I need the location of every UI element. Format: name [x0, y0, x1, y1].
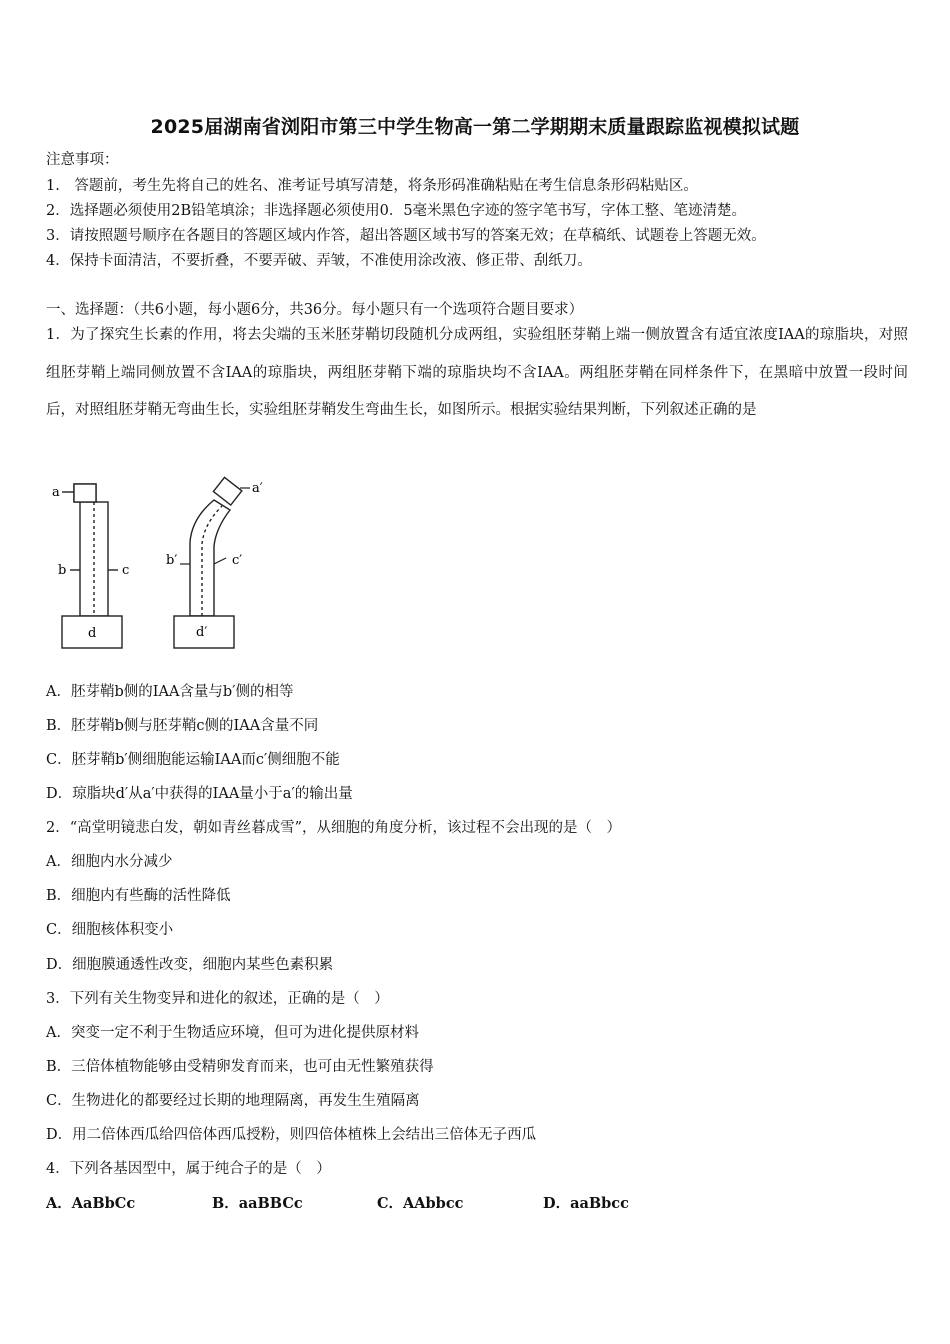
notice-item: 2．选择题必须使用2B铅笔填涂；非选择题必须使用0．5毫米黑色字迹的签字笔书写，字体工整、笔迹清楚。 [46, 203, 747, 219]
question-3-stem: 3．下列有关生物变异和进化的叙述，正确的是（ ） [46, 991, 389, 1007]
label-b-prime: b′ [166, 553, 178, 568]
label-a-prime: a′ [252, 481, 263, 496]
q4-option-a: A．AaBbCc [46, 1195, 136, 1212]
q1-option-c: C．胚芽鞘b′侧细胞能运输IAA而c′侧细胞不能 [46, 752, 340, 768]
notice-item: 4．保持卡面清洁，不要折叠，不要弄破、弄皱，不准使用涂改液、修正带、刮纸刀。 [46, 253, 592, 269]
q4-option-c: C．AAbbcc [377, 1195, 464, 1212]
q1-option-b: B．胚芽鞘b侧与胚芽鞘c侧的IAA含量不同 [46, 718, 319, 734]
coleoptile-figure [44, 472, 294, 652]
q2-option-b: B．细胞内有些酶的活性降低 [46, 888, 231, 904]
q2-option-a: A．细胞内水分减少 [46, 854, 173, 870]
question-2-stem: 2．“高堂明镜悲白发，朝如青丝暮成雪”，从细胞的角度分析，该过程不会出现的是（ ） [46, 820, 622, 836]
q3-option-d: D．用二倍体西瓜给四倍体西瓜授粉，则四倍体植株上会结出三倍体无子西瓜 [46, 1127, 537, 1143]
q2-option-c: C．细胞核体积变小 [46, 922, 174, 938]
label-a: a [52, 485, 60, 500]
label-d: d [88, 626, 97, 641]
q1-option-d: D．琼脂块d′从a′中获得的IAA量小于a′的输出量 [46, 786, 353, 802]
control-coleoptile [62, 484, 122, 648]
notice-heading: 注意事项： [46, 152, 119, 168]
question-1-stem: 1．为了探究生长素的作用，将去尖端的玉米胚芽鞘切段随机分成两组，实验组胚芽鞘上端一侧放置含有适宜浓度IAA的琼脂块，对照组胚芽鞘上端同侧放置不含IAA的琼脂块，两组胚芽鞘下端的琼脂块均不含IAA。两组胚芽鞘在同样条件下，在黑暗中放置一段时间后，对照组胚芽鞘无弯曲生长，实验组胚芽鞘发生弯曲生长，如图所示。根据实验结果判断，下列叙述正确的是 [46, 327, 908, 418]
q4-option-d: D．aaBbcc [543, 1195, 629, 1212]
label-d-prime: d′ [196, 625, 208, 640]
label-c-prime: c′ [232, 553, 243, 568]
q3-option-c: C．生物进化的都要经过长期的地理隔离，再发生生殖隔离 [46, 1093, 420, 1109]
notice-item: 1. 答题前，考生先将自己的姓名、准考证号填写清楚，将条形码准确粘贴在考生信息条形码粘贴区。 [46, 178, 698, 194]
q3-option-a: A．突变一定不利于生物适应环境，但可为进化提供原材料 [46, 1025, 419, 1041]
label-c: c [122, 563, 130, 578]
q4-option-b: B．aaBBCc [212, 1195, 303, 1212]
label-b: b [58, 563, 67, 578]
q2-option-d: D．细胞膜通透性改变，细胞内某些色素积累 [46, 957, 334, 973]
question-4-stem: 4．下列各基因型中，属于纯合子的是（ ） [46, 1161, 331, 1177]
notice-item: 3．请按照题号顺序在各题目的答题区域内作答，超出答题区域书写的答案无效；在草稿纸、试题卷上答题无效。 [46, 228, 766, 244]
section-heading: 一、选择题：（共6小题，每小题6分，共36分。每小题只有一个选项符合题目要求） [46, 302, 584, 318]
q3-option-b: B．三倍体植物能够由受精卵发育而来，也可由无性繁殖获得 [46, 1059, 434, 1075]
page-title: 2025届湖南省浏阳市第三中学生物高一第二学期期末质量跟踪监视模拟试题 [150, 116, 800, 138]
q1-option-a: A．胚芽鞘b侧的IAA含量与b′侧的相等 [46, 684, 294, 700]
